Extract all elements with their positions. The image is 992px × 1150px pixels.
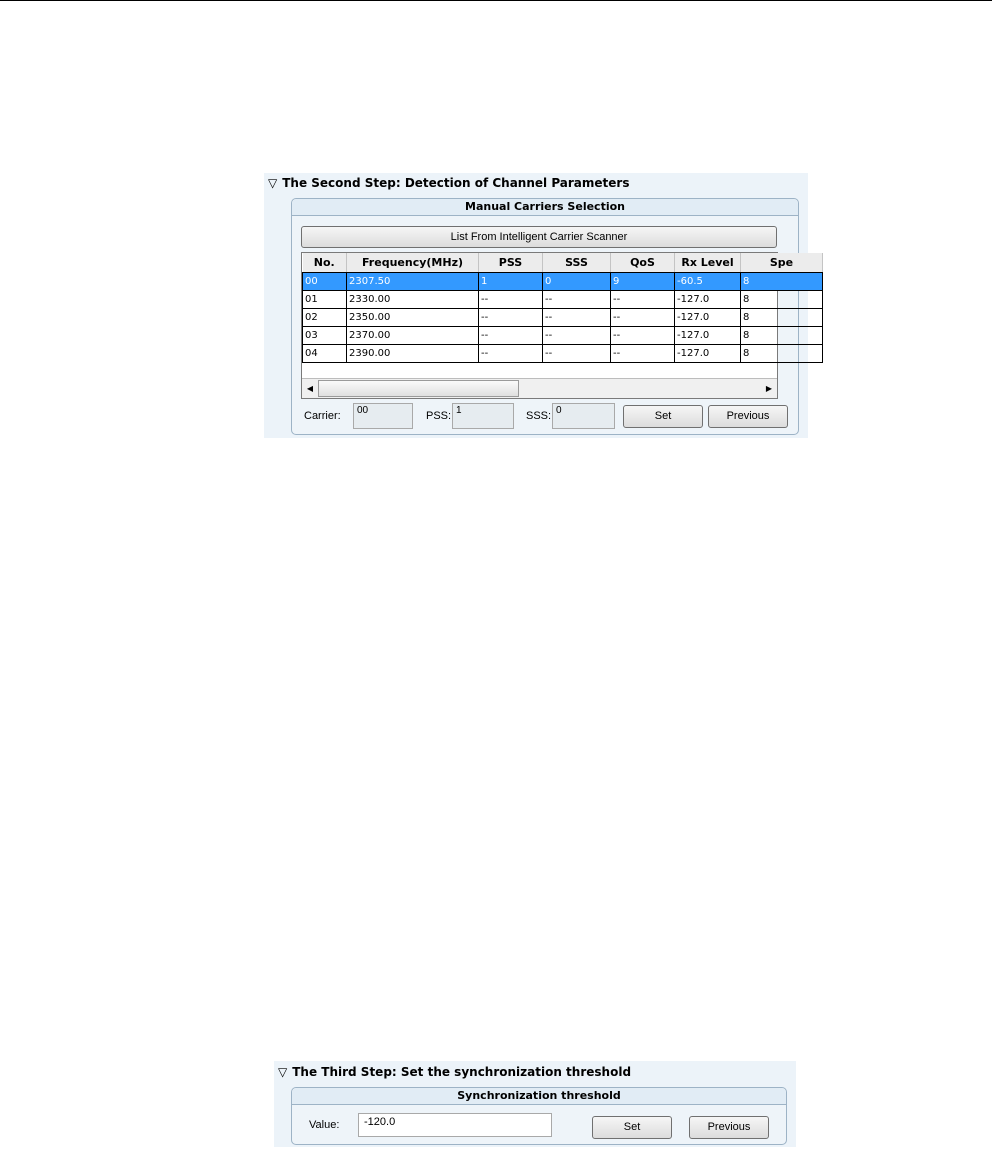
value-label: Value: — [309, 1119, 340, 1131]
table-cell: -- — [543, 309, 611, 327]
table-cell: 2390.00 — [347, 345, 479, 363]
table-cell: -127.0 — [675, 327, 741, 345]
step3-header[interactable] — [278, 1065, 631, 1079]
table-cell: 2330.00 — [347, 291, 479, 309]
triangle-down-icon[interactable]: ▽ — [278, 1065, 288, 1079]
step2-header[interactable] — [268, 176, 629, 190]
table-cell: 2370.00 — [347, 327, 479, 345]
list-from-scanner-button[interactable]: List From Intelligent Carrier Scanner — [301, 226, 777, 248]
table-cell: 1 — [479, 273, 543, 291]
step3-title: The Third Step: Set the synchronization threshold — [292, 1065, 632, 1079]
table-cell: 03 — [303, 327, 347, 345]
table-cell: -- — [543, 291, 611, 309]
carrier-field[interactable]: 00 — [353, 403, 413, 429]
carriers-table — [301, 252, 794, 399]
carrier-label: Carrier: — [304, 410, 341, 422]
table-cell: 00 — [303, 273, 347, 291]
table-cell: -127.0 — [675, 345, 741, 363]
scroll-right-icon[interactable]: ▶ — [761, 379, 777, 398]
table-cell: -- — [479, 345, 543, 363]
table-cell: -60.5 — [675, 273, 741, 291]
table-cell: 2307.50 — [347, 273, 479, 291]
page-top-rule — [0, 0, 992, 1]
step2-title: The Second Step: Detection of Channel Parameters — [282, 176, 630, 190]
sync-threshold-group — [291, 1087, 787, 1145]
table-row[interactable] — [303, 291, 823, 309]
column-header[interactable]: QoS — [611, 253, 675, 273]
table-cell: -- — [611, 291, 675, 309]
sss-field[interactable]: 0 — [552, 403, 615, 429]
pss-field[interactable]: 1 — [452, 403, 514, 429]
table-cell: 8 — [741, 273, 823, 291]
column-header[interactable]: Frequency(MHz) — [347, 253, 479, 273]
step3-panel — [274, 1061, 796, 1147]
table-cell: 8 — [741, 309, 823, 327]
table-cell: -- — [479, 309, 543, 327]
table-cell: -- — [543, 327, 611, 345]
column-header[interactable]: Spe — [741, 253, 823, 273]
table-cell: -127.0 — [675, 291, 741, 309]
table-cell: -- — [611, 327, 675, 345]
column-header[interactable]: No. — [303, 253, 347, 273]
table-cell: 02 — [303, 309, 347, 327]
table-cell: 8 — [741, 291, 823, 309]
sss-label: SSS: — [526, 410, 552, 422]
table-cell: -127.0 — [675, 309, 741, 327]
horizontal-scrollbar[interactable] — [302, 378, 777, 398]
table-row[interactable] — [303, 273, 823, 291]
column-header[interactable]: SSS — [543, 253, 611, 273]
triangle-down-icon[interactable]: ▽ — [268, 176, 278, 190]
table-cell: 8 — [741, 345, 823, 363]
step2-panel — [264, 173, 808, 438]
table-cell: -- — [479, 327, 543, 345]
threshold-value-input[interactable]: -120.0 — [358, 1113, 552, 1137]
step2-set-button[interactable]: Set — [623, 405, 703, 428]
table-header-row — [303, 253, 823, 273]
table-row[interactable] — [303, 327, 823, 345]
table-row[interactable] — [303, 309, 823, 327]
pss-label: PSS: — [426, 410, 452, 422]
step2-previous-button[interactable]: Previous — [708, 405, 788, 428]
scrollbar-thumb[interactable] — [318, 380, 519, 397]
step3-previous-button[interactable]: Previous — [689, 1116, 769, 1139]
table-cell: 8 — [741, 327, 823, 345]
manual-carriers-title: Manual Carriers Selection — [292, 199, 798, 216]
step3-set-button[interactable]: Set — [592, 1116, 672, 1139]
sync-threshold-title: Synchronization threshold — [292, 1088, 786, 1105]
table-cell: 0 — [543, 273, 611, 291]
column-header[interactable]: PSS — [479, 253, 543, 273]
table-cell: -- — [611, 345, 675, 363]
table-cell: -- — [611, 309, 675, 327]
manual-carriers-group — [291, 198, 799, 435]
scroll-left-icon[interactable]: ◀ — [302, 379, 318, 398]
table-cell: -- — [479, 291, 543, 309]
table-cell: 04 — [303, 345, 347, 363]
carriers-grid — [302, 253, 823, 363]
table-cell: 2350.00 — [347, 309, 479, 327]
table-cell: 01 — [303, 291, 347, 309]
column-header[interactable]: Rx Level — [675, 253, 741, 273]
table-cell: 9 — [611, 273, 675, 291]
table-row[interactable] — [303, 345, 823, 363]
table-cell: -- — [543, 345, 611, 363]
